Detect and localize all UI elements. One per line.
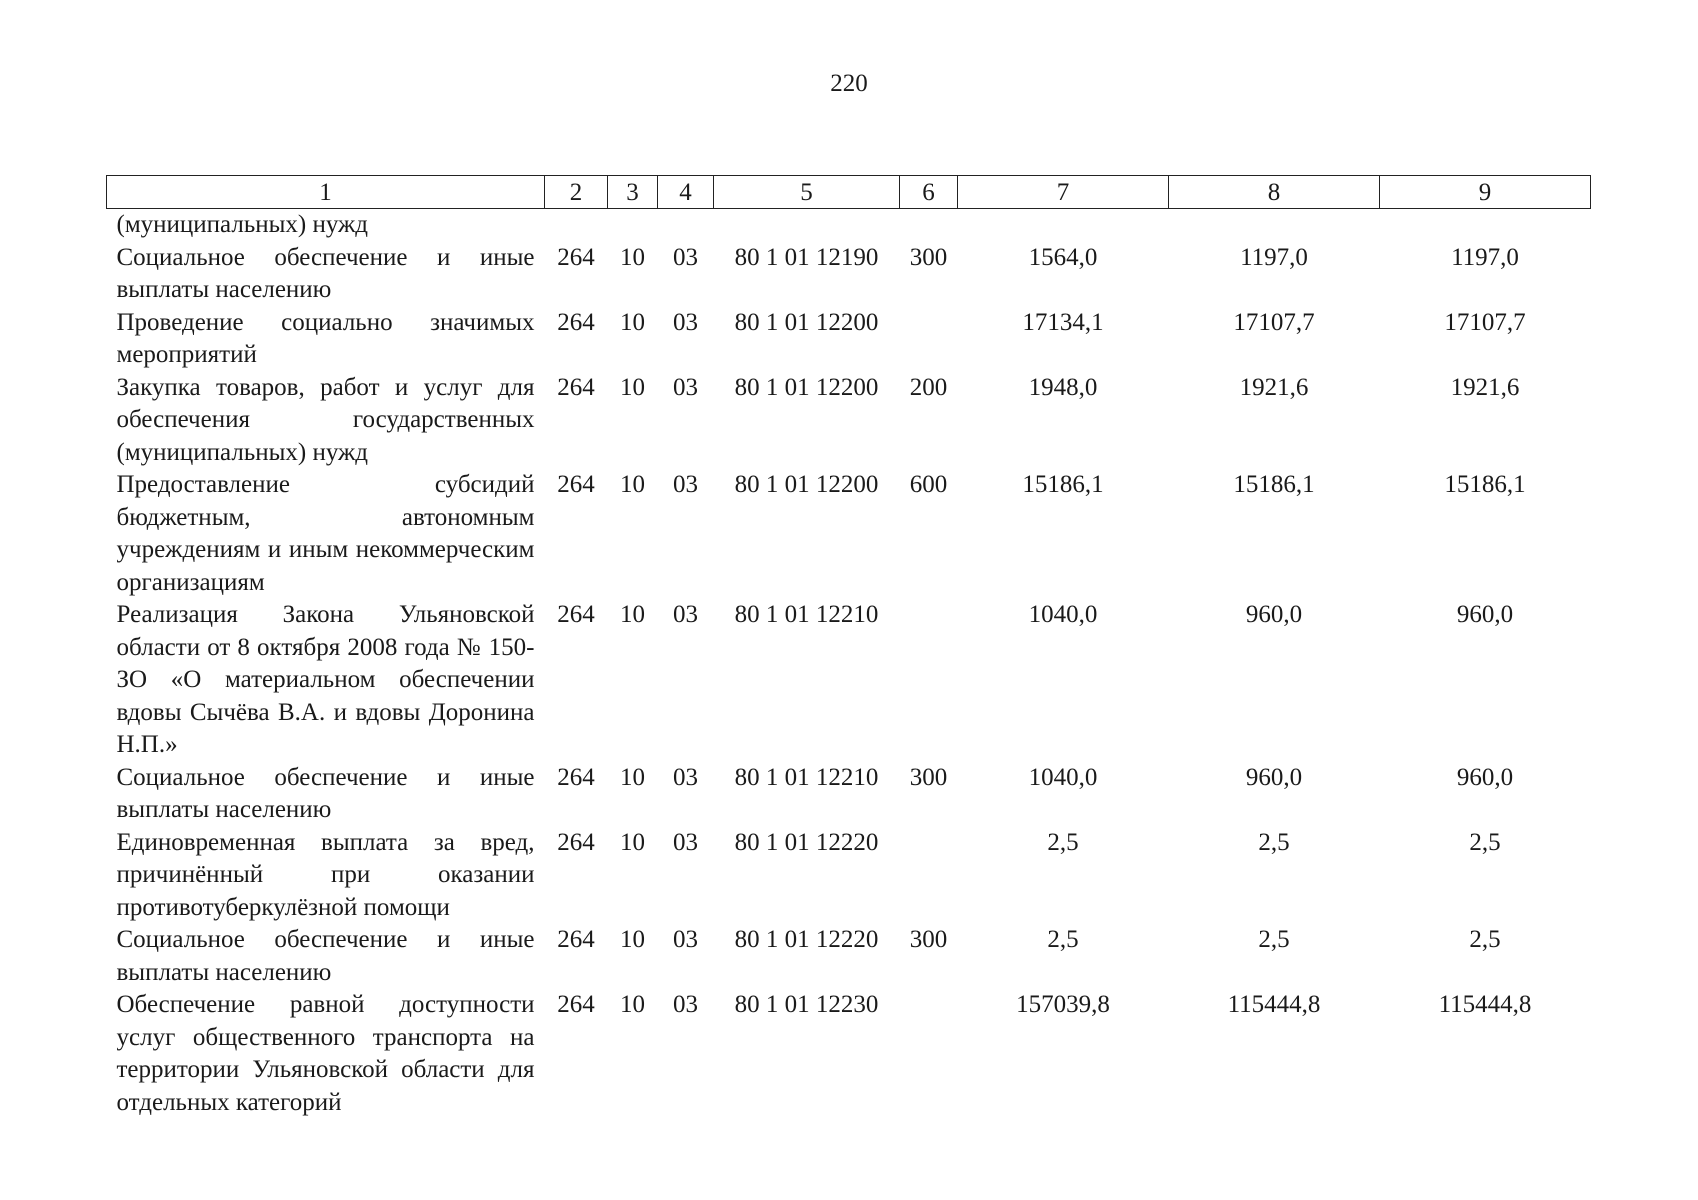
row-c9: 2,5	[1469, 828, 1501, 856]
row-name: Социальное обеспечение и иные выплаты населению	[116, 243, 535, 303]
header-cell: 8	[1169, 176, 1380, 209]
header-cell: 9	[1380, 176, 1591, 209]
table-row	[107, 827, 1591, 925]
table-row	[107, 599, 1591, 762]
row-c2: 264	[557, 308, 595, 336]
row-c3: 10	[620, 763, 645, 791]
row-c2: 264	[557, 991, 595, 1018]
row-c7: 1040,0	[1028, 601, 1098, 628]
header-cell: 1	[107, 176, 545, 209]
row-c2: 264	[557, 601, 595, 628]
row-c9	[1380, 209, 1591, 242]
row-c6: 300	[909, 243, 948, 271]
row-c3: 10	[620, 601, 645, 628]
row-c2: 264	[557, 926, 595, 953]
row-c8: 17107,7	[1233, 308, 1315, 336]
row-c7: 2,5	[1047, 926, 1079, 953]
table-row	[107, 372, 1591, 470]
row-c8: 960,0	[1245, 763, 1303, 791]
row-c8: 115444,8	[1227, 991, 1321, 1018]
row-c6	[900, 827, 958, 925]
row-c4: 03	[673, 471, 698, 498]
budget-table	[106, 175, 1591, 1119]
row-c3: 10	[620, 828, 645, 856]
row-c7: 157039,8	[1016, 991, 1110, 1018]
table-row	[107, 209, 1591, 242]
row-c3: 10	[620, 243, 645, 271]
page-number: 220	[830, 70, 868, 97]
table-row	[107, 762, 1591, 827]
row-c5: 80 1 01 12210	[734, 763, 879, 791]
row-c2: 264	[557, 243, 595, 271]
row-c7: 1040,0	[1028, 763, 1098, 791]
row-c8: 2,5	[1258, 828, 1290, 856]
row-c4: 03	[673, 243, 698, 271]
row-c3: 10	[620, 373, 645, 401]
row-c8: 1197,0	[1240, 243, 1308, 271]
row-name: Закупка товаров, работ и услуг для обеспечения государственных (муниципальных) нужд	[116, 373, 535, 466]
row-c2: 264	[557, 828, 595, 856]
row-c5: 80 1 01 12190	[734, 243, 879, 271]
row-c9: 960,0	[1456, 601, 1514, 628]
row-c8: 15186,1	[1233, 471, 1315, 498]
row-c6: 600	[909, 471, 948, 498]
row-c5: 80 1 01 12200	[734, 373, 879, 401]
row-c5: 80 1 01 12210	[734, 601, 879, 628]
row-c6	[900, 209, 958, 242]
row-name: Предоставление субсидий бюджетным, автономным учреждениям и иным некоммерческим организациям	[116, 471, 535, 596]
header-row	[107, 176, 1591, 209]
row-c6	[900, 989, 958, 1119]
row-c3: 10	[620, 471, 645, 498]
row-c4: 03	[673, 828, 698, 856]
row-c4: 03	[673, 926, 698, 953]
row-c3	[608, 209, 658, 242]
row-c9: 1197,0	[1451, 243, 1519, 271]
row-c8: 1921,6	[1239, 373, 1309, 401]
row-c3: 10	[620, 991, 645, 1018]
row-c7: 2,5	[1047, 828, 1079, 856]
row-c8: 2,5	[1258, 926, 1290, 953]
row-c6: 200	[909, 373, 948, 401]
row-c3: 10	[620, 926, 645, 953]
header-cell: 5	[714, 176, 900, 209]
row-c2	[545, 209, 608, 242]
table-row	[107, 307, 1591, 372]
row-c5: 80 1 01 12220	[734, 828, 879, 856]
row-c9: 1921,6	[1450, 373, 1520, 401]
row-c7: 1564,0	[1028, 243, 1098, 271]
row-name: Обеспечение равной доступности услуг общественного транспорта на территории Ульяновской области для отдельных категорий	[116, 991, 535, 1116]
row-c9: 2,5	[1469, 926, 1501, 953]
row-c9: 115444,8	[1438, 991, 1532, 1018]
table-row	[107, 469, 1591, 599]
row-name: Социальное обеспечение и иные выплаты населению	[116, 926, 535, 986]
row-c8	[1169, 209, 1380, 242]
row-c3: 10	[620, 308, 645, 336]
header-cell: 4	[658, 176, 714, 209]
table-row	[107, 924, 1591, 989]
table-row	[107, 242, 1591, 307]
row-c4	[658, 209, 714, 242]
row-name: Единовременная выплата за вред, причинённый при оказании противотуберкулёзной помощи	[116, 828, 535, 921]
row-name: (муниципальных) нужд	[116, 211, 369, 238]
row-c7	[958, 209, 1169, 242]
row-c2: 264	[557, 373, 595, 401]
row-c6	[900, 307, 958, 372]
row-c7: 1948,0	[1028, 373, 1098, 401]
row-c2: 264	[557, 471, 595, 498]
row-c5: 80 1 01 12220	[734, 926, 879, 953]
row-c8: 960,0	[1245, 601, 1303, 628]
row-c9: 960,0	[1456, 763, 1514, 791]
row-c5: 80 1 01 12230	[734, 991, 879, 1018]
row-c4: 03	[673, 991, 698, 1018]
row-c6	[900, 599, 958, 762]
row-c4: 03	[673, 308, 698, 336]
row-c4: 03	[673, 373, 698, 401]
row-c7: 17134,1	[1022, 308, 1104, 336]
header-cell: 6	[900, 176, 958, 209]
row-c5	[714, 209, 900, 242]
row-c6: 300	[909, 763, 948, 791]
row-c9: 17107,7	[1444, 308, 1526, 336]
header-cell: 3	[608, 176, 658, 209]
row-c9: 15186,1	[1444, 471, 1526, 498]
row-name: Реализация Закона Ульяновской области от 8 октября 2008 года № 150-ЗО «О материальном обеспечении вдовы Сычёва В.А. и вдовы Доронина Н.П.»	[116, 601, 535, 758]
row-c5: 80 1 01 12200	[734, 471, 879, 498]
header-cell: 2	[545, 176, 608, 209]
row-name: Социальное обеспечение и иные выплаты населению	[116, 763, 535, 823]
row-c2: 264	[557, 763, 595, 791]
header-cell: 7	[958, 176, 1169, 209]
row-c4: 03	[673, 763, 698, 791]
row-c6: 300	[909, 926, 948, 953]
row-c7: 15186,1	[1022, 471, 1104, 498]
row-c5: 80 1 01 12200	[734, 308, 879, 336]
table-row	[107, 989, 1591, 1119]
row-name: Проведение социально значимых мероприятий	[116, 308, 535, 368]
row-c4: 03	[673, 601, 698, 628]
